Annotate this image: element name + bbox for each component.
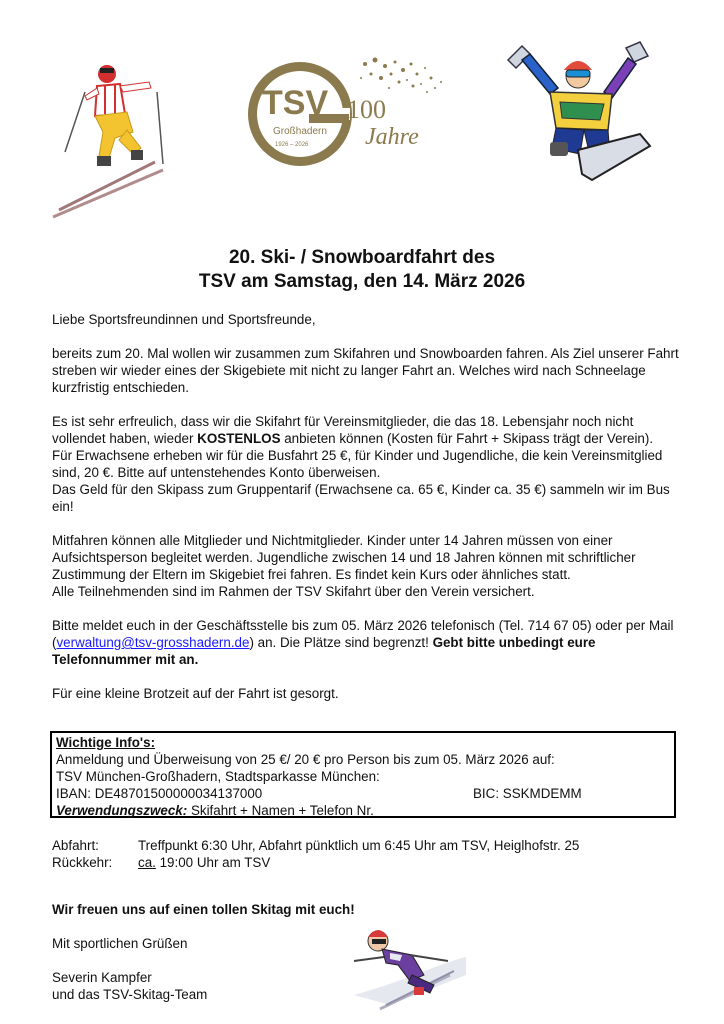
free-highlight: KOSTENLOS [197, 431, 281, 446]
regards: Mit sportlichen Grüßen [52, 936, 188, 951]
page-title [0, 246, 724, 294]
registration-text-b: ) an. Die Plätze sind begrenzt! [249, 635, 433, 650]
info-heading: Wichtige Info's: [56, 735, 156, 750]
info-line-2: TSV München-Großhadern, Stadtsparkasse München: [56, 769, 380, 784]
paragraph-registration [52, 617, 682, 668]
info-box [50, 731, 676, 818]
return-ca: ca. [138, 855, 156, 870]
logo-years-text: 1926 – 2026 [275, 142, 309, 148]
phone-note: Gebt bitte unbedingt eure Telefonnummer mit an. [52, 635, 596, 667]
paragraph-costs-text-b: anbieten können (Kosten für Fahrt + Skipass trägt der Verein). [280, 431, 654, 446]
purpose-value: Skifahrt + Namen + Telefon Nr. [187, 803, 374, 818]
return-value: 19:00 Uhr am TSV [155, 855, 271, 870]
logo-club-text: TSV [262, 84, 329, 122]
paragraph-participants: Mitfahren können alle Mitglieder und Nichtmitglieder. Kinder unter 14 Jahren müssen von einer Aufsichtsperson begleitet werden. Jugendliche zwischen 14 und 18 Jahren können mit schriftlicher Zustimmung der Eltern im Skigebiet frei fahren. Es findet kein Kurs oder ähnliches statt. [52, 533, 636, 582]
title-line-2: TSV am Samstag, den 14. März 2026 [198, 271, 526, 292]
paragraph-bus-fee: Für Erwachsene erheben wir für die Busfahrt 25 €, für Kinder und Jugendliche, die kein Vereinsmitglied sind, 20 €. Bitte auf untenstehendes Konto überweisen. [52, 448, 663, 480]
bic: BIC: SSKMDEMM [473, 786, 582, 801]
letter-body [52, 311, 682, 702]
paragraph-skipass: Das Geld für den Skipass zum Gruppentarif (Erwachsene ca. 65 €, Kinder ca. 35 €) sammeln wir im Bus ein! [52, 482, 670, 514]
greeting: Liebe Sportsfreundinnen und Sportsfreunde, [52, 312, 316, 327]
logo-sub-text: Großhadern [273, 126, 327, 137]
logo-anniversary-word: Jahre [365, 124, 419, 150]
tsv-logo [245, 52, 445, 172]
iban: IBAN: DE48701500000034137000 [56, 786, 263, 801]
skier-bottom-illustration [350, 925, 468, 1013]
paragraph-intro: bereits zum 20. Mal wollen wir zusammen zum Skifahren und Snowboarden fahren. Als Ziel unserer Fahrt streben wir wieder eines der Skigebiete mit nicht zu langer Fahrt an. Welches wird nach Schneelage kurzfristig entschieden. [52, 346, 679, 395]
paragraph-costs-text-a: Es ist sehr erfreulich, dass wir die Skifahrt für Vereinsmitglieder, die das 18. Lebensjahr noch nicht vollendet haben, wieder [52, 414, 634, 446]
signature-name: Severin Kampfer [52, 970, 152, 985]
skier-illustration [45, 52, 175, 222]
registration-text-a: Bitte meldet euch in der Geschäftsstelle bis zum 05. März 2026 telefonisch (Tel. 714 67 05) oder per Mail ( [52, 618, 674, 650]
closing-bold-text: Wir freuen uns auf einen tollen Skitag mit euch! [52, 902, 355, 917]
schedule [52, 837, 579, 871]
purpose-label: Verwendungszweck: [56, 803, 188, 818]
return-label: Rückkehr: [52, 855, 113, 870]
logo-anniversary-number: 100 [347, 95, 386, 124]
title-line-1: 20. Ski- / Snowboardfahrt des [228, 247, 496, 268]
signature-team: und das TSV-Skitag-Team [52, 987, 208, 1002]
email-link[interactable]: verwaltung@tsv-grosshadern.de [56, 635, 250, 650]
paragraph-costs [52, 413, 682, 447]
depart-value: Treffpunkt 6:30 Uhr, Abfahrt pünktlich um 6:45 Uhr am TSV, Heiglhofstr. 25 [138, 838, 580, 853]
depart-label: Abfahrt: [52, 838, 99, 853]
paragraph-insurance: Alle Teilnehmenden sind im Rahmen der TSV Skifahrt über den Verein versichert. [52, 584, 535, 599]
closing-bold [52, 901, 355, 918]
paragraph-snack: Für eine kleine Brotzeit auf der Fahrt ist gesorgt. [52, 686, 339, 701]
snowboarder-illustration [500, 38, 660, 188]
info-line-1: Anmeldung und Überweisung von 25 €/ 20 € pro Person bis zum 05. März 2026 auf: [56, 752, 555, 767]
